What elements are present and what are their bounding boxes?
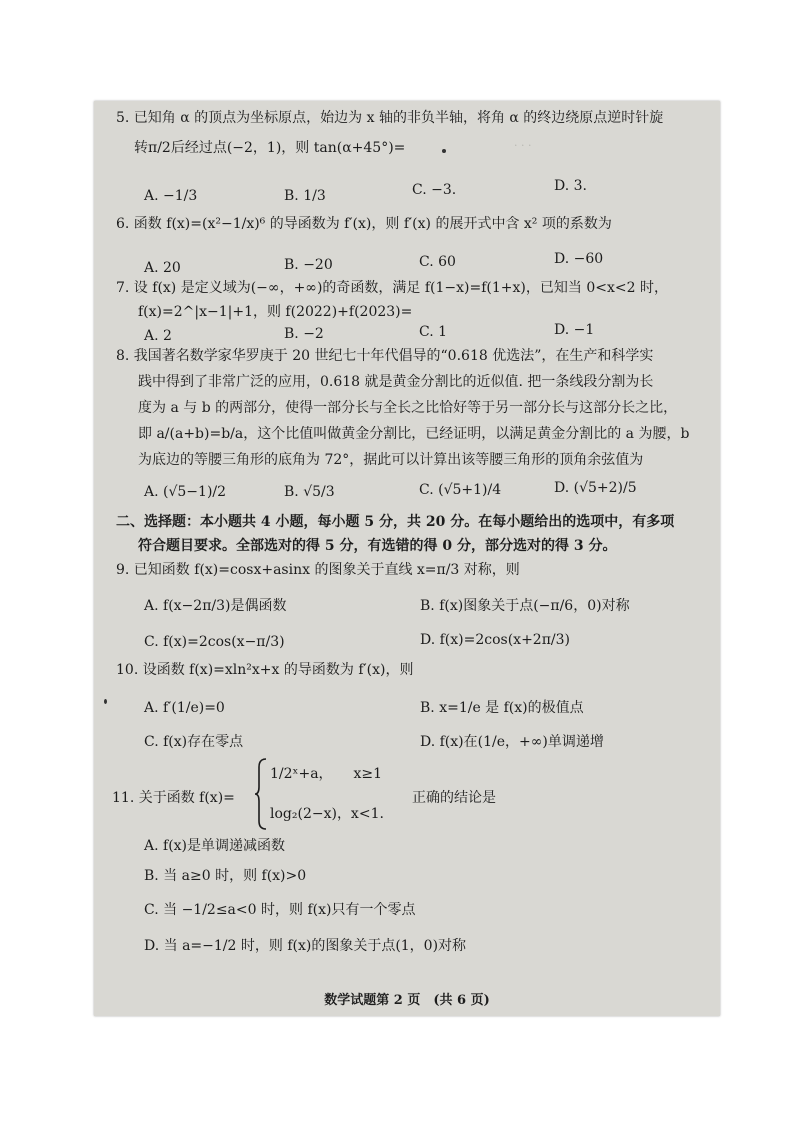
- exam-page: [94, 101, 720, 1016]
- q11-stem-prefix: 11. 关于函数 f(x)=: [112, 790, 235, 806]
- q8-option-a[interactable]: A. (√5−1)/2: [144, 484, 227, 500]
- q7-stem-line1: 7. 设 f(x) 是定义域为(−∞，+∞)的奇函数，满足 f(1−x)=f(1+x)，已知当 0<x<2 时，: [116, 280, 668, 296]
- q9-stem: 9. 已知函数 f(x)=cosx+asinx 的图象关于直线 x=π/3 对称，则: [116, 562, 520, 578]
- q11-option-b[interactable]: B. 当 a≥0 时，则 f(x)>0: [144, 868, 307, 884]
- q11-case2: log₂(2−x)，x<1.: [270, 806, 384, 822]
- q7-option-a[interactable]: A. 2: [144, 328, 172, 344]
- q6-option-d[interactable]: D. −60: [554, 251, 604, 267]
- q5-stem-line1: 5. 已知角 α 的顶点为坐标原点，始边为 x 轴的非负半轴，将角 α 的终边绕原点逆时针旋: [116, 110, 664, 126]
- q10-stem: 10. 设函数 f(x)=xln²x+x 的导函数为 f′(x)，则: [116, 662, 414, 678]
- q7-option-b[interactable]: B. −2: [284, 326, 324, 342]
- q11-option-a[interactable]: A. f(x)是单调递减函数: [144, 838, 286, 854]
- q11-case1: 1/2ˣ+a， x≥1: [270, 766, 383, 782]
- q11-stem-suffix: 正确的结论是: [412, 790, 496, 806]
- q5-option-a[interactable]: A. −1/3: [144, 188, 198, 204]
- q6-option-c[interactable]: C. 60: [419, 254, 456, 270]
- q10-option-b[interactable]: B. x=1/e 是 f(x)的极值点: [420, 700, 584, 716]
- q11-option-d[interactable]: D. 当 a=−1/2 时，则 f(x)的图象关于点(1，0)对称: [144, 938, 467, 954]
- ink-dot: [104, 699, 107, 704]
- bleed-through-text: · · ·: [514, 139, 532, 152]
- q8-option-b[interactable]: B. √5/3: [284, 484, 335, 500]
- q9-option-a[interactable]: A. f(x−2π/3)是偶函数: [144, 598, 287, 614]
- q10-option-c[interactable]: C. f(x)存在零点: [144, 734, 244, 750]
- q5-option-d[interactable]: D. 3.: [554, 178, 587, 194]
- section2-header-line2: 符合题目要求。全部选对的得 5 分，有选错的得 0 分，部分选对的得 3 分。: [138, 538, 617, 554]
- q8-stem-line3: 度为 a 与 b 的两部分，使得一部分长与全长之比恰好等于另一部分长与这部分长之比，: [138, 400, 678, 416]
- q5-stem-line2: 转π/2后经过点(−2，1)，则 tan(α+45°)=: [134, 140, 406, 156]
- q10-option-d[interactable]: D. f(x)在(1/e，+∞)单调递增: [420, 734, 604, 750]
- q7-option-c[interactable]: C. 1: [419, 324, 448, 340]
- ink-dot: [442, 149, 446, 153]
- q5-option-b[interactable]: B. 1/3: [284, 188, 326, 204]
- q7-stem-line2: f(x)=2^|x−1|+1，则 f(2022)+f(2023)=: [138, 304, 413, 320]
- q8-option-c[interactable]: C. (√5+1)/4: [419, 482, 502, 498]
- q8-stem-line1: 8. 我国著名数学家华罗庚于 20 世纪七十年代倡导的“0.618 优选法”，在生产和科学实: [116, 348, 654, 364]
- q8-stem-line4: 即 a/(a+b)=b/a，这个比值叫做黄金分割比，已经证明，以满足黄金分割比的 a 为腰，b: [138, 426, 690, 442]
- q9-option-b[interactable]: B. f(x)图象关于点(−π/6，0)对称: [420, 598, 630, 614]
- q6-stem: 6. 函数 f(x)=(x²−1/x)⁶ 的导函数为 f′(x)，则 f′(x) 的展开式中含 x² 项的系数为: [116, 216, 612, 232]
- q8-option-d[interactable]: D. (√5+2)/5: [554, 480, 637, 496]
- q11-option-c[interactable]: C. 当 −1/2≤a<0 时，则 f(x)只有一个零点: [144, 902, 416, 918]
- q7-option-d[interactable]: D. −1: [554, 322, 595, 338]
- q9-option-d[interactable]: D. f(x)=2cos(x+2π/3): [420, 632, 571, 648]
- q10-option-a[interactable]: A. f′(1/e)=0: [144, 700, 225, 716]
- q6-option-b[interactable]: B. −20: [284, 257, 333, 273]
- q8-stem-line2: 践中得到了非常广泛的应用，0.618 就是黄金分割比的近似值. 把一条线段分割为长: [138, 374, 654, 390]
- q9-option-c[interactable]: C. f(x)=2cos(x−π/3): [144, 634, 285, 650]
- page-footer: 数学试题第 2 页 (共 6 页): [324, 993, 490, 1008]
- section2-header-line1: 二、选择题：本小题共 4 小题，每小题 5 分，共 20 分。在每小题给出的选项中，有多项: [116, 514, 675, 530]
- piecewise-brace-icon: [254, 757, 268, 831]
- q8-stem-line5: 为底边的等腰三角形的底角为 72°，据此可以计算出该等腰三角形的顶角余弦值为: [138, 452, 644, 468]
- q6-option-a[interactable]: A. 20: [144, 260, 181, 276]
- q5-option-c[interactable]: C. −3.: [412, 182, 457, 198]
